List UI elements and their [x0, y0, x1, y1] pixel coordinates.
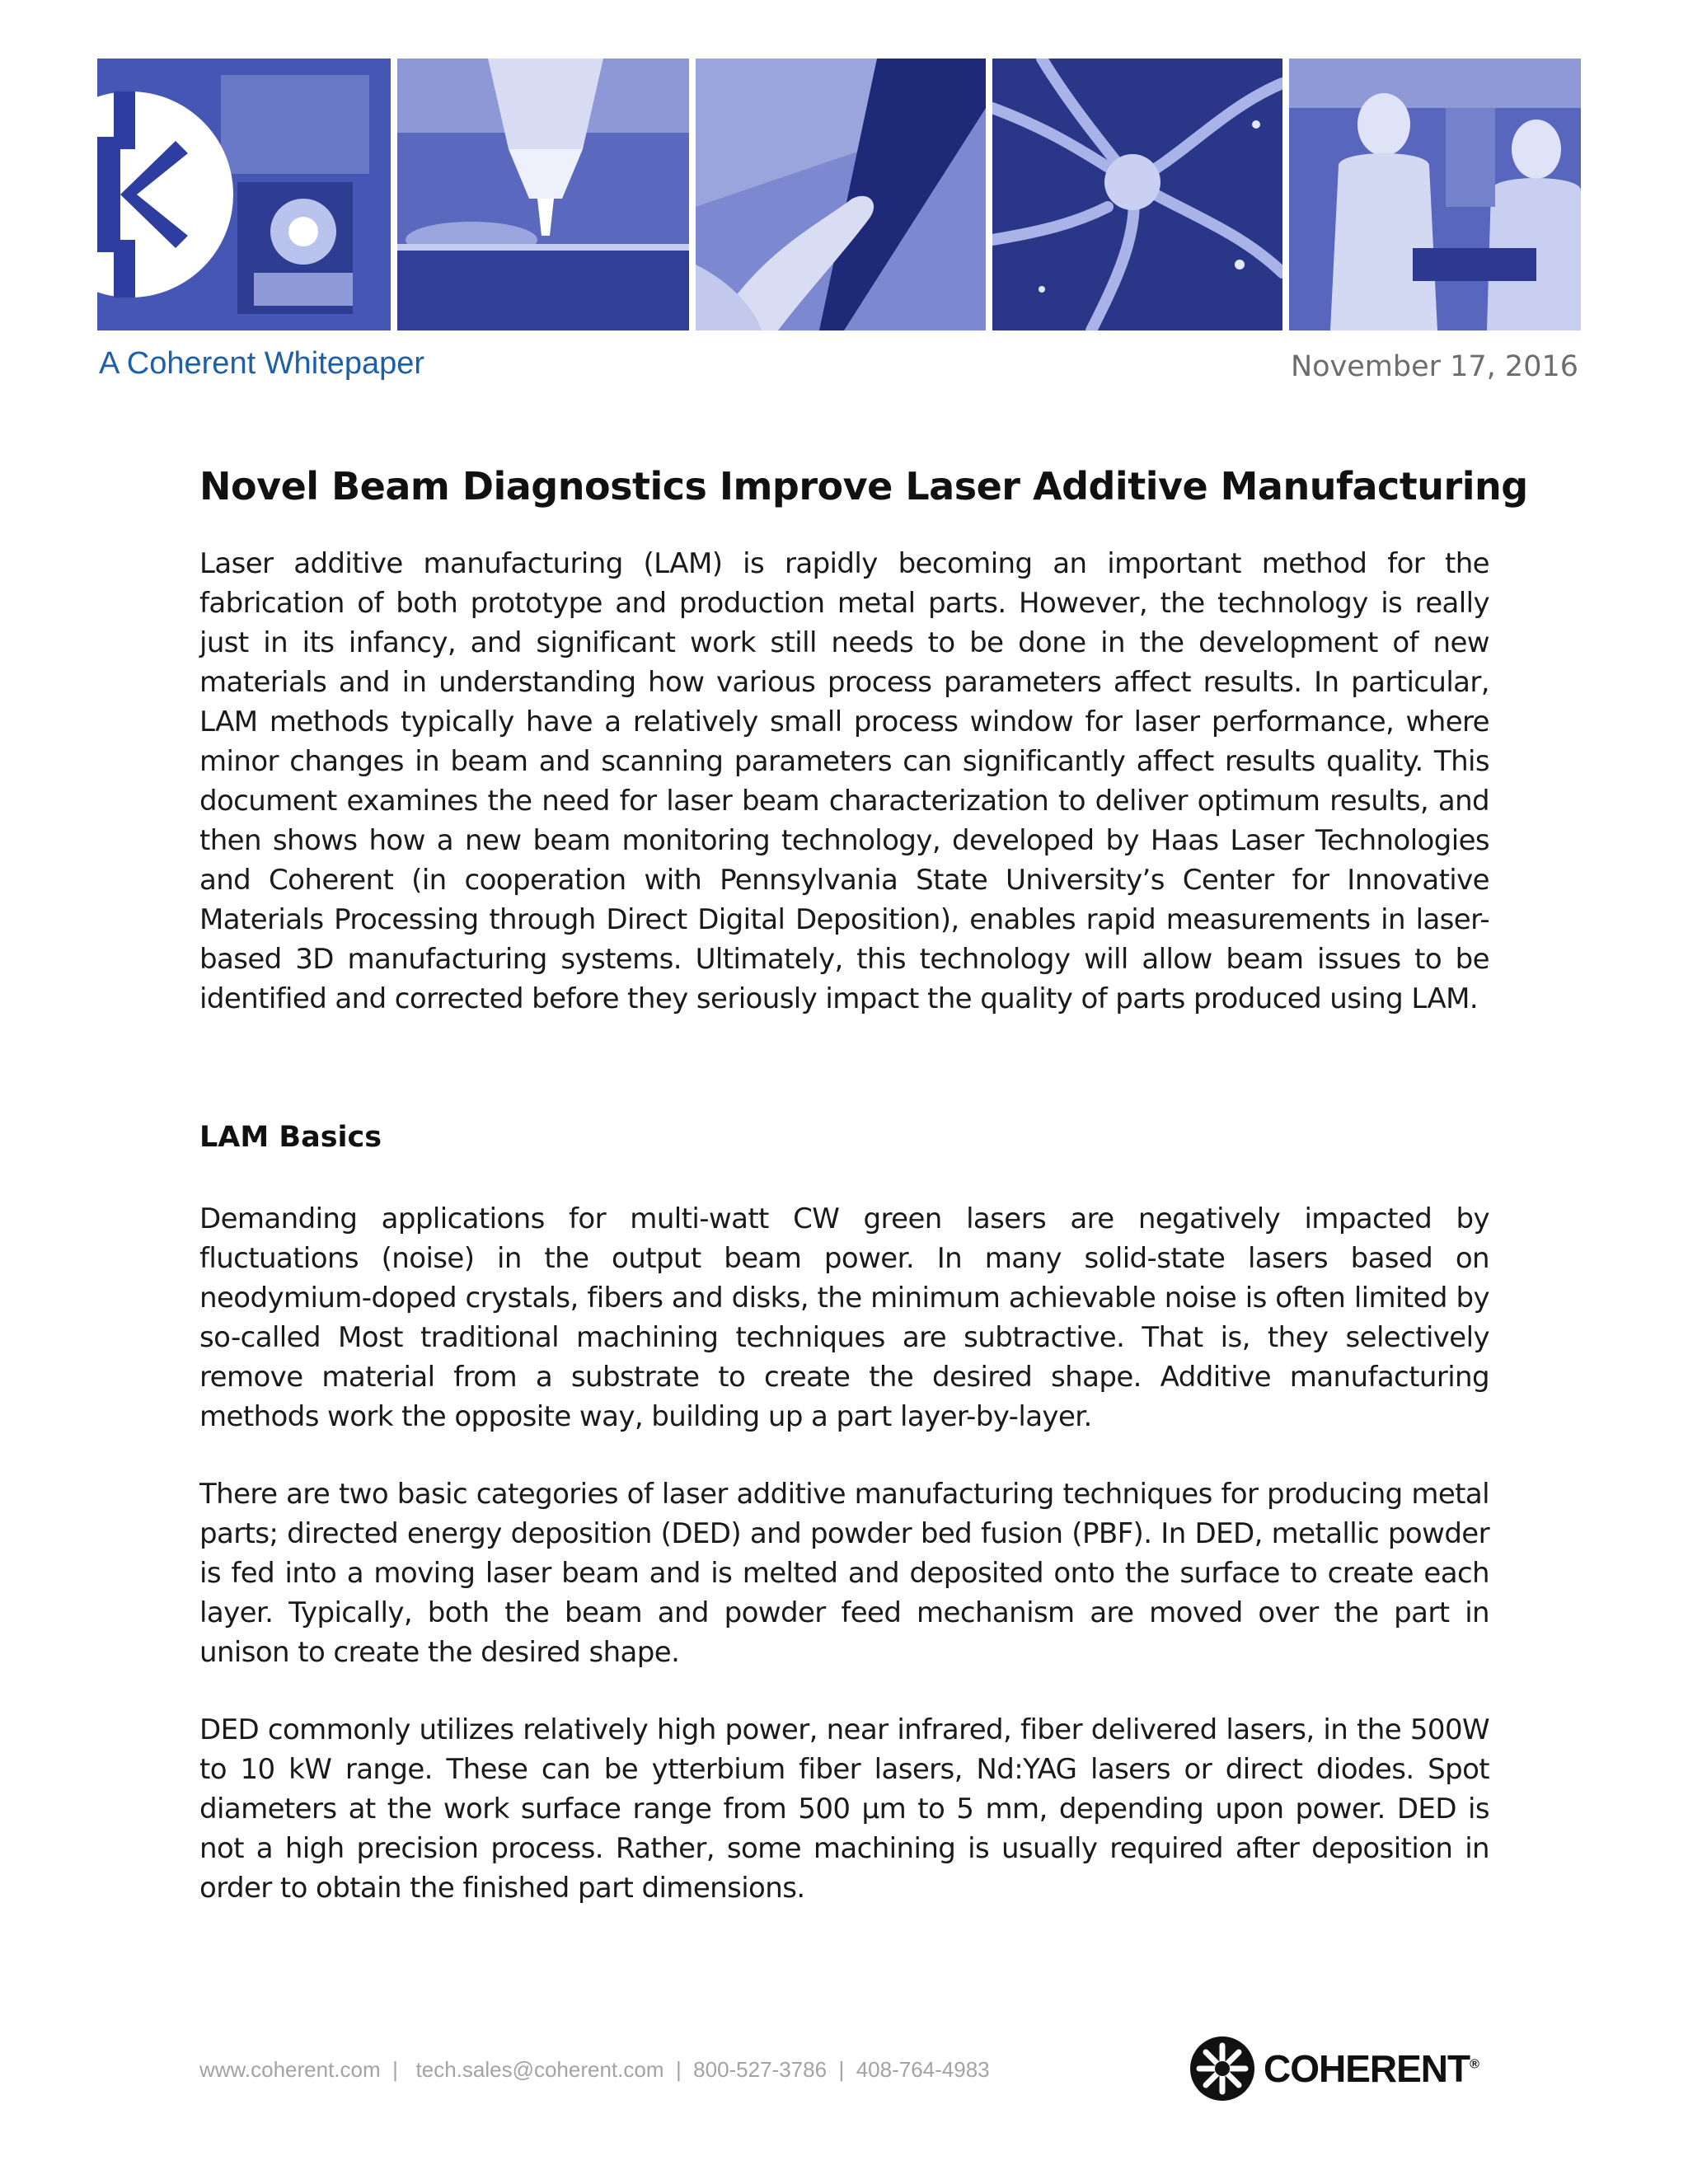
banner-panel-display: [696, 59, 986, 330]
section-heading: LAM Basics: [199, 1121, 382, 1154]
body-paragraph: DED commonly utilizes relatively high power, near infrared, fiber delivered lasers, in the 500W to 10 kW range. These can be ytterbium fiber lasers, Nd:YAG lasers or direct diodes. Spot diameters at the work surface range from 500 µm to 5 mm, depending upon power. DED is not a high precision process. Rather, some machining is usually required after deposition in order to obtain the finished part dimensions.: [199, 1713, 1489, 1905]
whitepaper-label: A Coherent Whitepaper: [99, 346, 425, 381]
footer-contact-info: www.coherent.com | tech.sales@coherent.com | 800-527-3786 | 408-764-4983: [199, 2057, 990, 2082]
coherent-burst-icon: [1189, 2036, 1255, 2102]
banner-panel-neurons: [992, 59, 1282, 330]
coherent-footer-logo: [1189, 2036, 1479, 2102]
header-banner: [97, 59, 1581, 330]
document-title: Novel Beam Diagnostics Improve Laser Additive Manufacturing: [199, 464, 1528, 509]
body-paragraph: Demanding applications for multi-watt CW green lasers are negatively impacted by fluctuations (noise) in the output beam power. In many solid-state lasers based on neodymium-doped crystals, fibers and disks, the minimum achievable noise is often limited by so-called Most traditional machining techniques are subtractive. That is, they selectively remove material from a substrate to create the desired shape. Additive manufacturing methods work the opposite way, building up a part layer-by-layer.: [199, 1202, 1489, 1433]
banner-panel-optics: [97, 59, 391, 330]
banner-panel-nozzle: [397, 59, 689, 330]
publication-date: November 17, 2016: [1290, 350, 1578, 383]
banner-panel-cleanroom: [1289, 59, 1581, 330]
body-paragraph: There are two basic categories of laser additive manufacturing techniques for producing metal parts; directed energy deposition (DED) and powder bed fusion (PBF). In DED, metallic powder is fed into a moving laser beam and is melted and deposited onto the surface to create each layer. Typically, both the beam and powder feed mechanism are moved over the part in unison to create the desired shape.: [199, 1478, 1489, 1669]
coherent-wordmark: COHERENT®: [1264, 2047, 1479, 2090]
intro-paragraph: Laser additive manufacturing (LAM) is rapidly becoming an important method for the fabrication of both prototype and production metal parts. However, the technology is really just in its infancy, and significant work still needs to be done in the development of new materials and in understanding how various process parameters affect results. In particular, LAM methods typically have a relatively small process window for laser performance, where minor changes in beam and scanning parameters can significantly affect results quality. This document examines the need for laser beam characterization to deliver optimum results, and then shows how a new beam monitoring technology, developed by Haas Laser Technologies and Coherent (in cooperation with Pennsylvania State University’s Center for Innovative Materials Processing through Direct Digital Deposition), enables rapid measurements in laser-based 3D manufacturing systems. Ultimately, this technology will allow beam issues to be identified and corrected before they seriously impact the quality of parts produced using LAM.: [199, 547, 1489, 1015]
